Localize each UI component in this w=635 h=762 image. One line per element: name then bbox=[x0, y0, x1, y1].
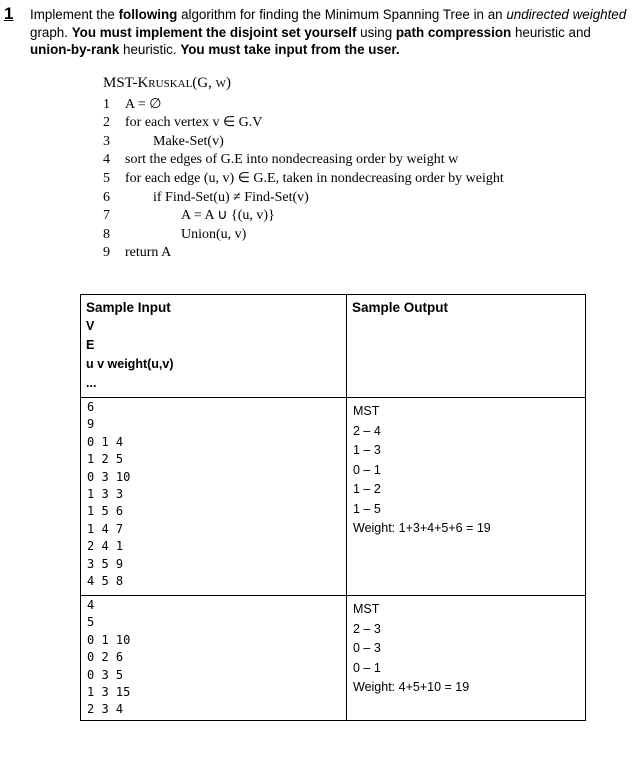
input-line: 5 bbox=[87, 615, 95, 630]
algorithm-title: MST-Kruskal(G, w) bbox=[103, 75, 232, 91]
format-line: V bbox=[86, 319, 95, 333]
algorithm-line bbox=[103, 151, 459, 170]
line-code: Union(u, v) bbox=[181, 226, 247, 242]
input-line: 1 4 7 bbox=[87, 521, 124, 536]
input-line: 1 5 6 bbox=[87, 504, 124, 519]
input-line: 4 5 8 bbox=[87, 574, 124, 589]
input-line: 0 1 10 bbox=[87, 632, 131, 647]
algorithm-line bbox=[103, 244, 231, 263]
question-number: 1 bbox=[4, 4, 14, 23]
line-code: return A bbox=[125, 245, 172, 261]
input-line: 2 3 4 bbox=[87, 702, 124, 717]
output-line: 1 – 2 bbox=[353, 482, 381, 496]
statement-segment: algorithm for finding the Minimum Spanning Tree in an bbox=[177, 7, 507, 22]
line-code: A = A ∪ {(u, v)} bbox=[181, 208, 275, 224]
format-line: E bbox=[86, 338, 95, 352]
line-code: sort the edges of G.E into nondecreasing order by weight w bbox=[125, 152, 459, 168]
statement-segment: union-by-rank bbox=[30, 42, 120, 57]
line-code: Make-Set(v) bbox=[153, 133, 224, 149]
line-number: 4 bbox=[103, 152, 110, 168]
input-line: 4 bbox=[87, 598, 95, 612]
input-header-cell bbox=[81, 295, 347, 398]
output-header: Sample Output bbox=[352, 300, 449, 315]
line-number: 6 bbox=[103, 189, 110, 205]
output-line: 1 – 5 bbox=[353, 501, 381, 516]
sample-output-2 bbox=[347, 596, 586, 721]
statement-segment: using bbox=[356, 24, 396, 40]
algorithm-line bbox=[103, 170, 504, 189]
output-line: Weight: 4+5+10 = 19 bbox=[353, 680, 470, 694]
line-number: 9 bbox=[103, 245, 110, 261]
output-line: 0 – 1 bbox=[353, 660, 381, 675]
output-line: 0 – 1 bbox=[353, 462, 381, 477]
statement-segment: graph. bbox=[30, 24, 72, 40]
input-line: 3 5 9 bbox=[87, 556, 124, 571]
line-number: 5 bbox=[103, 170, 110, 186]
algorithm-lines bbox=[103, 96, 504, 263]
input-line: 6 bbox=[87, 400, 95, 414]
algorithm-line bbox=[103, 114, 263, 133]
line-code: if Find-Set(u) ≠ Find-Set(v) bbox=[153, 189, 309, 205]
output-header-cell bbox=[347, 295, 586, 398]
line-code: for each edge (u, v) ∈ G.E, taken in nondecreasing order by weight bbox=[125, 170, 504, 186]
line-number: 2 bbox=[103, 115, 110, 131]
statement-segment: You must take input from the user. bbox=[180, 42, 400, 57]
output-line: 1 – 3 bbox=[353, 443, 381, 457]
algorithm-line bbox=[103, 189, 309, 208]
sample-input-1 bbox=[81, 398, 347, 596]
statement-segment: heuristic and bbox=[511, 24, 591, 40]
input-header: Sample Input bbox=[86, 300, 171, 315]
algorithm-line bbox=[103, 133, 231, 152]
input-line: 0 1 4 bbox=[87, 434, 124, 449]
algorithm-block bbox=[103, 74, 504, 263]
algorithm-line bbox=[103, 96, 231, 115]
output-line: MST bbox=[353, 602, 380, 616]
input-line: 0 3 5 bbox=[87, 667, 124, 682]
statement-segment: You must implement the disjoint set yourself bbox=[71, 24, 357, 40]
sample-table bbox=[80, 294, 586, 721]
line-number: 8 bbox=[103, 226, 110, 242]
output-line: 2 – 4 bbox=[353, 423, 381, 438]
line-number: 1 bbox=[103, 96, 110, 112]
algorithm-line bbox=[103, 226, 247, 245]
line-number: 7 bbox=[103, 208, 110, 224]
statement-segment: Implement the bbox=[30, 7, 119, 22]
output-line: Weight: 1+3+4+5+6 = 19 bbox=[353, 521, 491, 535]
problem-statement bbox=[30, 6, 630, 59]
input-line: 0 3 10 bbox=[87, 469, 131, 484]
line-number: 3 bbox=[103, 133, 110, 149]
line-code: for each vertex v ∈ G.V bbox=[125, 115, 263, 131]
statement-segment: path compression bbox=[395, 24, 512, 40]
statement-segment: following bbox=[118, 7, 178, 22]
output-line: MST bbox=[353, 404, 380, 418]
format-line: u v weight(u,v) bbox=[86, 357, 174, 371]
input-line: 9 bbox=[87, 417, 95, 432]
sample-input-2 bbox=[81, 596, 347, 721]
input-line: 1 3 3 bbox=[87, 487, 124, 502]
input-line: 0 2 6 bbox=[87, 650, 124, 665]
statement-segment: undirected weighted bbox=[506, 7, 627, 22]
format-line: ... bbox=[86, 376, 97, 390]
input-line: 1 3 15 bbox=[87, 685, 131, 700]
line-code: A = ∅ bbox=[125, 96, 162, 112]
input-line: 2 4 1 bbox=[87, 539, 124, 554]
statement-segment: heuristic. bbox=[119, 42, 181, 57]
algorithm-line bbox=[103, 207, 275, 226]
output-line: 2 – 3 bbox=[353, 621, 381, 636]
output-line: 0 – 3 bbox=[353, 641, 381, 655]
sample-output-1 bbox=[347, 398, 586, 596]
input-line: 1 2 5 bbox=[87, 452, 124, 467]
